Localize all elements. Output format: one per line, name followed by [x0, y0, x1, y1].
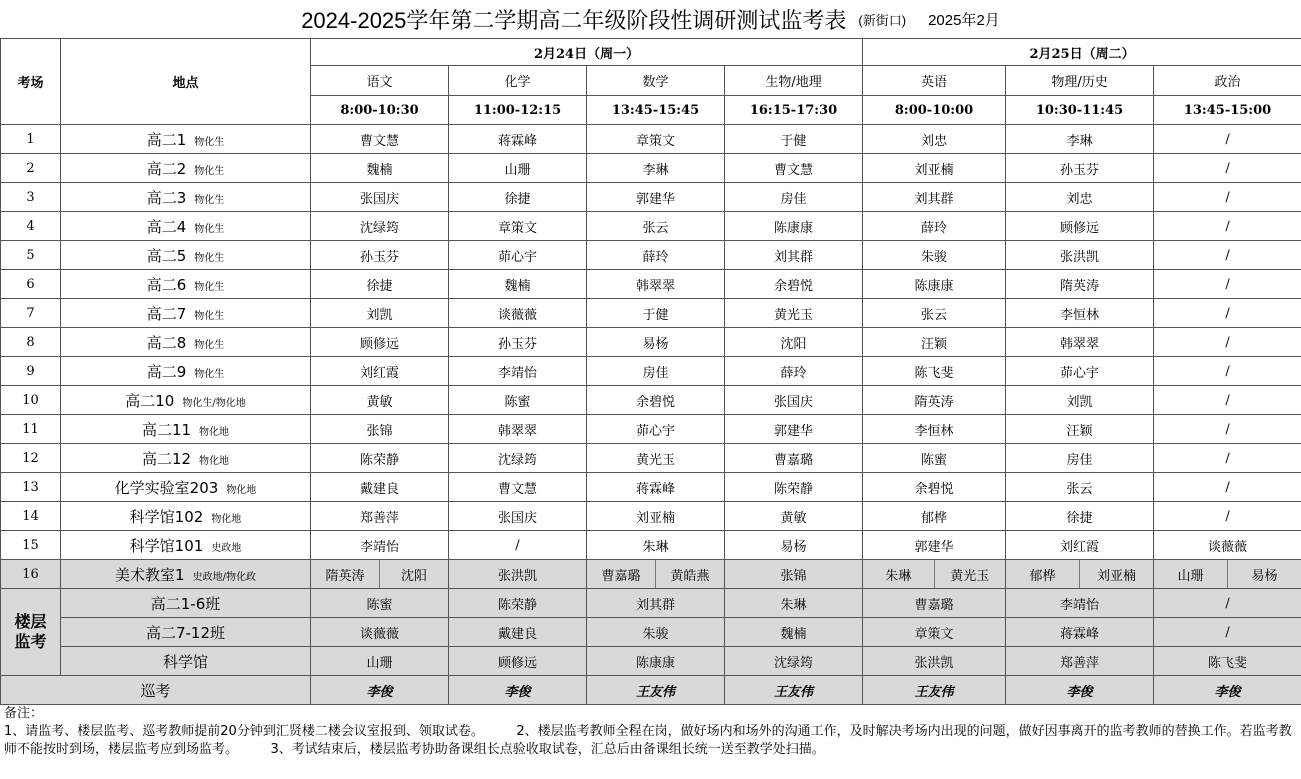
- table-row: [1, 386, 1301, 415]
- proctor-cell: 陈荣静: [311, 444, 449, 473]
- patrol-cell: 王友伟: [725, 676, 863, 705]
- proctor-cell: 曹嘉璐: [863, 589, 1006, 618]
- room-place-cell: [61, 502, 311, 531]
- proctor-cell: 陈康康: [725, 212, 863, 241]
- room-place-cell: [61, 328, 311, 357]
- proctor-cell: 汪颖: [863, 328, 1006, 357]
- proctor-cell: 余碧悦: [863, 473, 1006, 502]
- proctor-cell: /: [1154, 357, 1301, 386]
- proctor-cell: 陈康康: [863, 270, 1006, 299]
- room-place-cell: [61, 444, 311, 473]
- room-tag: 物化生: [194, 368, 225, 380]
- proctor-cell: 蒋霖峰: [587, 473, 725, 502]
- subject-yingyu: 英语: [863, 66, 1006, 96]
- proctor-cell: /: [1154, 415, 1301, 444]
- proctor-cell: 于健: [587, 299, 725, 328]
- room-place: 高二6: [146, 275, 187, 294]
- floor-label-line1: 楼层: [14, 612, 47, 631]
- split-wrap: [863, 560, 1005, 588]
- proctor-cell: 张云: [587, 212, 725, 241]
- proctor-name: 沈阳: [400, 568, 427, 584]
- floor-place-name: 高二7-12班: [145, 623, 226, 642]
- proctor-cell: 陈蜜: [311, 589, 449, 618]
- proctor-split-cell: [1154, 560, 1301, 589]
- proctor-cell: 谈薇薇: [311, 618, 449, 647]
- proctor-cell: 刘亚楠: [863, 154, 1006, 183]
- proctor-name: 山珊: [1154, 560, 1228, 588]
- time-wuli-lishi: 10:30-11:45: [1006, 96, 1154, 125]
- proctor-cell: 黄敏: [311, 386, 449, 415]
- title-bar: [0, 0, 1301, 38]
- proctor-cell: 谈薇薇: [449, 299, 587, 328]
- subject-huaxue: 化学: [449, 66, 587, 96]
- proctor-cell: 李靖怡: [449, 357, 587, 386]
- proctor-cell: 陈蜜: [863, 444, 1006, 473]
- time-yuwen: 8:00-10:30: [311, 96, 449, 125]
- table-row-floor: [1, 589, 1301, 618]
- room-number: 4: [1, 212, 61, 241]
- proctor-cell: 张洪凯: [863, 647, 1006, 676]
- floor-label: [1, 589, 61, 676]
- proctor-cell: 李恒林: [1006, 299, 1154, 328]
- proctor-cell: 李琳: [1006, 125, 1154, 154]
- proctor-cell: 章策文: [449, 212, 587, 241]
- proctor-cell: 李恒林: [863, 415, 1006, 444]
- patrol-label-text: 巡考: [140, 681, 171, 700]
- room-tag: 史政地: [211, 542, 242, 554]
- patrol-cell: 李俊: [449, 676, 587, 705]
- floor-place: [61, 589, 311, 618]
- page-title: 2024-2025学年第二学期高二年级阶段性调研测试监考表: [301, 7, 847, 33]
- subject-wuli-lishi: 物理/历史: [1006, 66, 1154, 96]
- table-row: [1, 299, 1301, 328]
- patrol-cell: 王友伟: [863, 676, 1006, 705]
- proctor-cell: 房佳: [725, 183, 863, 212]
- proctor-cell: 易杨: [587, 328, 725, 357]
- proctor-cell: /: [1154, 241, 1301, 270]
- proctor-name: 郁桦: [1006, 560, 1080, 588]
- proctor-cell: 薛玲: [587, 241, 725, 270]
- room-tag: 物化生/物化地: [182, 397, 246, 409]
- header-exam-room: 考场: [1, 39, 61, 125]
- proctor-cell: /: [1154, 328, 1301, 357]
- room-tag: 物化生: [194, 339, 225, 351]
- proctor-cell: /: [1154, 125, 1301, 154]
- proctor-split-cell: [311, 560, 449, 589]
- proctor-cell: 刘红霞: [311, 357, 449, 386]
- room-tag: 物化生: [194, 310, 225, 322]
- proctor-cell: /: [1154, 444, 1301, 473]
- proctor-cell: 沈绿筠: [725, 647, 863, 676]
- floor-label-text: [1, 612, 60, 652]
- patrol-label: [1, 676, 311, 705]
- proctor-cell: /: [1154, 299, 1301, 328]
- proctor-cell: /: [1154, 386, 1301, 415]
- proctor-cell: 刘凯: [1006, 386, 1154, 415]
- room-number: 16: [1, 560, 61, 589]
- proctor-cell: 张国庆: [725, 386, 863, 415]
- time-shengwu-dili: 16:15-17:30: [725, 96, 863, 125]
- proctor-cell: 章策文: [863, 618, 1006, 647]
- table-row: [1, 328, 1301, 357]
- proctor-cell: 陈荣静: [725, 473, 863, 502]
- proctor-cell: 魏楠: [311, 154, 449, 183]
- proctor-cell: 汪颖: [1006, 415, 1154, 444]
- split-wrap: [1006, 560, 1153, 588]
- room-place: 科学馆102: [129, 507, 204, 526]
- proctor-table: [0, 38, 1301, 705]
- proctor-cell: /: [1154, 183, 1301, 212]
- room-tag: 物化生: [194, 194, 225, 206]
- proctor-cell: 郭建华: [587, 183, 725, 212]
- proctor-cell: 徐捷: [1006, 502, 1154, 531]
- patrol-cell: 李俊: [311, 676, 449, 705]
- room-place: 高二8: [146, 333, 187, 352]
- proctor-cell: 曹文慧: [725, 154, 863, 183]
- table-row-floor: [1, 647, 1301, 676]
- room-place-cell: [61, 270, 311, 299]
- proctor-cell: 韩翠翠: [587, 270, 725, 299]
- proctor-name: 隋英涛: [311, 560, 380, 588]
- room-number: 2: [1, 154, 61, 183]
- split-wrap: [1154, 560, 1301, 588]
- table-row: [1, 270, 1301, 299]
- title-month: 2025年2月: [928, 11, 1000, 29]
- proctor-name: 易杨: [1251, 568, 1278, 584]
- proctor-cell: 黄敏: [725, 502, 863, 531]
- room-place: 高二2: [146, 159, 187, 178]
- room-place: 高二9: [146, 362, 187, 381]
- proctor-cell: 李靖怡: [1006, 589, 1154, 618]
- room-place: 高二11: [141, 420, 192, 439]
- proctor-cell: 陈飞斐: [1154, 647, 1301, 676]
- table-row-room16: [1, 560, 1301, 589]
- room-place: 高二1: [146, 130, 187, 149]
- proctor-cell: 隋英涛: [863, 386, 1006, 415]
- proctor-cell: 易杨: [725, 531, 863, 560]
- proctor-cell: 韩翠翠: [1006, 328, 1154, 357]
- proctor-cell: 沈绿筠: [449, 444, 587, 473]
- room-place-cell: [61, 531, 311, 560]
- room-number: 9: [1, 357, 61, 386]
- room-place: 高二10: [125, 391, 175, 410]
- room-place: 高二5: [146, 246, 187, 265]
- proctor-cell: 余碧悦: [587, 386, 725, 415]
- proctor-cell: 李琳: [587, 154, 725, 183]
- proctor-cell: 陈荣静: [449, 589, 587, 618]
- proctor-cell: 刘其群: [725, 241, 863, 270]
- proctor-cell: 徐捷: [449, 183, 587, 212]
- room-place-cell: [61, 183, 311, 212]
- room-place-cell: [61, 125, 311, 154]
- notes-body: 1、请监考、楼层监考、巡考教师提前20分钟到汇贤楼二楼会议室报到、领取试卷。 2、楼层监考教师全程在岗，做好场内和场外的沟通工作，及时解决考场内出现的问题，做好因事离开的监考教师的替换工作。若监考教师不能按时到场，楼层监考应到场监考。 3、考试结束后，楼层监考协助备课组长点验收取试卷，汇总后由备课组长统一送至教学处扫描。: [4, 724, 1292, 757]
- proctor-cell: 薛玲: [863, 212, 1006, 241]
- proctor-cell: /: [1154, 154, 1301, 183]
- proctor-cell: 魏楠: [449, 270, 587, 299]
- room-number: 10: [1, 386, 61, 415]
- subject-shuxue: 数学: [587, 66, 725, 96]
- floor-place-name: 科学馆: [162, 652, 208, 671]
- proctor-cell: 徐捷: [311, 270, 449, 299]
- room-number: 5: [1, 241, 61, 270]
- proctor-cell: 房佳: [587, 357, 725, 386]
- proctor-cell: 黄光玉: [725, 299, 863, 328]
- patrol-cell: 李俊: [1006, 676, 1154, 705]
- floor-place-name: 高二1-6班: [150, 594, 221, 613]
- patrol-cell: 李俊: [1154, 676, 1301, 705]
- proctor-cell: 谈薇薇: [1154, 531, 1301, 560]
- proctor-cell: /: [1154, 502, 1301, 531]
- room-tag: 物化生: [194, 165, 225, 177]
- split-wrap: [587, 560, 724, 588]
- room-place: 科学馆101: [129, 536, 204, 555]
- proctor-cell: 陈康康: [587, 647, 725, 676]
- proctor-cell: 顾修远: [449, 647, 587, 676]
- time-shuxue: 13:45-15:45: [587, 96, 725, 125]
- room-number: 12: [1, 444, 61, 473]
- floor-place: [61, 647, 311, 676]
- table-row: [1, 357, 1301, 386]
- proctor-cell: 茆心宇: [1006, 357, 1154, 386]
- room-tag: 物化地: [199, 426, 230, 438]
- room-place-cell: [61, 241, 311, 270]
- table-row: [1, 212, 1301, 241]
- proctor-cell: 顾修远: [1006, 212, 1154, 241]
- notes-heading: 备注：: [4, 706, 44, 721]
- proctor-cell: 刘其群: [863, 183, 1006, 212]
- proctor-cell: 沈绿筠: [311, 212, 449, 241]
- proctor-cell: /: [1154, 212, 1301, 241]
- room-tag: 物化生: [194, 281, 225, 293]
- split-wrap: [311, 560, 448, 588]
- header-place: 地点: [61, 39, 311, 125]
- room-place: 高二12: [141, 449, 192, 468]
- table-row: [1, 415, 1301, 444]
- proctor-cell: 蒋霖峰: [449, 125, 587, 154]
- room-tag: 物化地: [211, 513, 242, 525]
- table-row: [1, 183, 1301, 212]
- proctor-cell: /: [1154, 473, 1301, 502]
- proctor-cell: 戴建良: [449, 618, 587, 647]
- floor-label-line2: 监考: [14, 632, 47, 651]
- room-place: 高二7: [146, 304, 187, 323]
- proctor-cell: 张锦: [311, 415, 449, 444]
- room-tag: 物化生: [194, 136, 225, 148]
- table-row: [1, 502, 1301, 531]
- time-zhengzhi: 13:45-15:00: [1154, 96, 1301, 125]
- proctor-cell: 张国庆: [311, 183, 449, 212]
- proctor-cell: /: [1154, 589, 1301, 618]
- proctor-cell: 山珊: [449, 154, 587, 183]
- room-tag: 物化地: [199, 455, 230, 467]
- room-place: 美术教室1: [115, 565, 185, 584]
- subject-shengwu-dili: 生物/地理: [725, 66, 863, 96]
- proctor-cell: 朱琳: [725, 589, 863, 618]
- proctor-cell: 张云: [863, 299, 1006, 328]
- room-place: 高二4: [146, 217, 187, 236]
- room-tag: 物化生: [194, 223, 225, 235]
- table-row-patrol: [1, 676, 1301, 705]
- proctor-cell: 陈蜜: [449, 386, 587, 415]
- proctor-cell: 朱骏: [863, 241, 1006, 270]
- room-number: 15: [1, 531, 61, 560]
- room-number: 8: [1, 328, 61, 357]
- proctor-cell: 戴建良: [311, 473, 449, 502]
- table-row: [1, 531, 1301, 560]
- subject-zhengzhi: 政治: [1154, 66, 1301, 96]
- proctor-name: 黄光玉: [950, 568, 990, 584]
- proctor-cell: 刘其群: [587, 589, 725, 618]
- proctor-cell: 魏楠: [725, 618, 863, 647]
- room-place-cell: [61, 386, 311, 415]
- room-place-cell: [61, 357, 311, 386]
- title-location: (新街口): [858, 12, 907, 28]
- table-row: [1, 241, 1301, 270]
- proctor-cell: 孙玉芬: [449, 328, 587, 357]
- notes: [4, 705, 1294, 759]
- room-place-cell: [61, 473, 311, 502]
- proctor-cell: 隋英涛: [1006, 270, 1154, 299]
- proctor-cell: 郁桦: [863, 502, 1006, 531]
- proctor-cell: 张洪凯: [1006, 241, 1154, 270]
- proctor-cell: 曹嘉璐: [725, 444, 863, 473]
- proctor-split-cell: [1006, 560, 1154, 589]
- proctor-cell: 茆心宇: [587, 415, 725, 444]
- header-day1: 2月24日（周一）: [311, 39, 863, 66]
- proctor-cell: 孙玉芬: [311, 241, 449, 270]
- proctor-name: 曹嘉璐: [587, 560, 656, 588]
- room-place-cell: [61, 560, 311, 589]
- room-number: 1: [1, 125, 61, 154]
- proctor-cell: 曹文慧: [449, 473, 587, 502]
- proctor-cell: 蒋霖峰: [1006, 618, 1154, 647]
- proctor-cell: 章策文: [587, 125, 725, 154]
- room-tag: 史政地/物化政: [192, 571, 256, 583]
- proctor-name: 朱琳: [863, 560, 935, 588]
- proctor-cell: 朱骏: [587, 618, 725, 647]
- proctor-cell: 茆心宇: [449, 241, 587, 270]
- proctor-cell: 张云: [1006, 473, 1154, 502]
- proctor-cell: 曹文慧: [311, 125, 449, 154]
- room-number: 3: [1, 183, 61, 212]
- room-tag: 物化生: [194, 252, 225, 264]
- proctor-cell: 沈阳: [725, 328, 863, 357]
- proctor-cell: 韩翠翠: [449, 415, 587, 444]
- proctor-cell: 陈飞斐: [863, 357, 1006, 386]
- proctor-cell: 黄光玉: [587, 444, 725, 473]
- room-number: 7: [1, 299, 61, 328]
- proctor-cell: 郭建华: [863, 531, 1006, 560]
- room-tag: 物化地: [226, 484, 257, 496]
- proctor-cell: 孙玉芬: [1006, 154, 1154, 183]
- table-row-floor: [1, 618, 1301, 647]
- proctor-cell: 刘忠: [863, 125, 1006, 154]
- patrol-cell: 王友伟: [587, 676, 725, 705]
- proctor-cell: 郑善萍: [311, 502, 449, 531]
- proctor-cell: 刘凯: [311, 299, 449, 328]
- proctor-cell: 朱琳: [587, 531, 725, 560]
- room-number: 14: [1, 502, 61, 531]
- proctor-split-cell: [587, 560, 725, 589]
- proctor-cell: /: [449, 531, 587, 560]
- proctor-cell: 房佳: [1006, 444, 1154, 473]
- room-number: 6: [1, 270, 61, 299]
- room-place-cell: [61, 415, 311, 444]
- proctor-cell: 顾修远: [311, 328, 449, 357]
- table-row: [1, 473, 1301, 502]
- proctor-cell: 山珊: [311, 647, 449, 676]
- proctor-cell: /: [1154, 618, 1301, 647]
- proctor-cell: 于健: [725, 125, 863, 154]
- room-place-cell: [61, 154, 311, 183]
- room-number: 11: [1, 415, 61, 444]
- proctor-cell: 刘忠: [1006, 183, 1154, 212]
- proctor-cell: /: [1154, 270, 1301, 299]
- proctor-split-cell: [863, 560, 1006, 589]
- time-yingyu: 8:00-10:00: [863, 96, 1006, 125]
- proctor-cell: 张洪凯: [449, 560, 587, 589]
- room-place: 化学实验室203: [114, 478, 219, 497]
- proctor-cell: 刘亚楠: [587, 502, 725, 531]
- proctor-cell: 郑善萍: [1006, 647, 1154, 676]
- time-huaxue: 11:00-12:15: [449, 96, 587, 125]
- room-place: 高二3: [146, 188, 187, 207]
- proctor-cell: 郭建华: [725, 415, 863, 444]
- proctor-cell: 薛玲: [725, 357, 863, 386]
- proctor-cell: 张锦: [725, 560, 863, 589]
- table-row: [1, 444, 1301, 473]
- subject-yuwen: 语文: [311, 66, 449, 96]
- floor-place: [61, 618, 311, 647]
- proctor-cell: 李靖怡: [311, 531, 449, 560]
- proctor-name: 黄皓燕: [670, 568, 710, 584]
- table-row: [1, 154, 1301, 183]
- proctor-cell: 余碧悦: [725, 270, 863, 299]
- header-day2: 2月25日（周二）: [863, 39, 1301, 66]
- proctor-name: 刘亚楠: [1097, 568, 1137, 584]
- room-place-cell: [61, 299, 311, 328]
- proctor-cell: 刘红霞: [1006, 531, 1154, 560]
- table-row: [1, 125, 1301, 154]
- proctor-cell: 张国庆: [449, 502, 587, 531]
- room-number: 13: [1, 473, 61, 502]
- room-place-cell: [61, 212, 311, 241]
